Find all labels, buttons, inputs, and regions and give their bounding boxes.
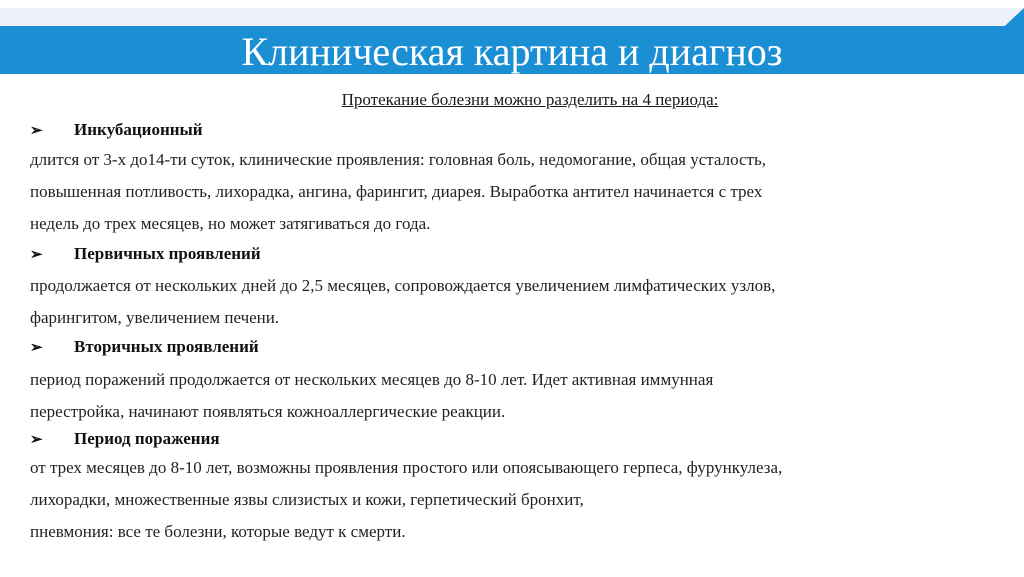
section-text-incubation xyxy=(30,144,1005,240)
section-heading-label: Первичных проявлений xyxy=(74,244,261,263)
text-line: перестройка, начинают появляться кожноаллергические реакции. xyxy=(30,402,506,421)
text-line: фарингитом, увеличением печени. xyxy=(30,308,280,327)
section-text-lesion xyxy=(30,452,1005,548)
section-heading-primary xyxy=(30,244,261,264)
text-line: длится от 3-х до14-ти суток, клинические проявления: головная боль, недомогание, общая усталость, xyxy=(30,150,766,169)
section-heading-label: Период поражения xyxy=(74,429,220,448)
text-line: повышенная потливость, лихорадка, ангина, фарингит, диарея. Выработка антител начинается с трех xyxy=(30,182,763,201)
text-line: недель до трех месяцев, но может затягиваться до года. xyxy=(30,214,431,233)
section-heading-secondary xyxy=(30,337,259,357)
section-text-primary xyxy=(30,270,1005,334)
slide-title: Клиническая картина и диагноз xyxy=(241,29,783,74)
arrow-bullet-icon: ➢ xyxy=(30,246,43,263)
section-heading-label: Вторичных проявлений xyxy=(74,337,259,356)
section-text-secondary xyxy=(30,364,1005,428)
text-line: продолжается от нескольких дней до 2,5 месяцев, сопровождается увеличением лимфатических узлов, xyxy=(30,276,776,295)
text-line: лихорадки, множественные язвы слизистых и кожи, герпетический бронхит, xyxy=(30,490,584,509)
text-line: от трех месяцев до 8-10 лет, возможны проявления простого или опоясывающего герпеса, фурункулеза, xyxy=(30,458,783,477)
arrow-bullet-icon: ➢ xyxy=(30,122,43,139)
section-heading-label: Инкубационный xyxy=(74,120,203,139)
text-line: пневмония: все те болезни, которые ведут к смерти. xyxy=(30,522,406,541)
arrow-bullet-icon: ➢ xyxy=(30,339,43,356)
section-heading-incubation xyxy=(30,120,203,140)
section-heading-lesion xyxy=(30,429,220,449)
subtitle: Протекание болезни можно разделить на 4 периода: xyxy=(341,90,719,109)
text-line: период поражений продолжается от нескольких месяцев до 8-10 лет. Идет активная иммунная xyxy=(30,370,714,389)
arrow-bullet-icon: ➢ xyxy=(30,431,43,448)
